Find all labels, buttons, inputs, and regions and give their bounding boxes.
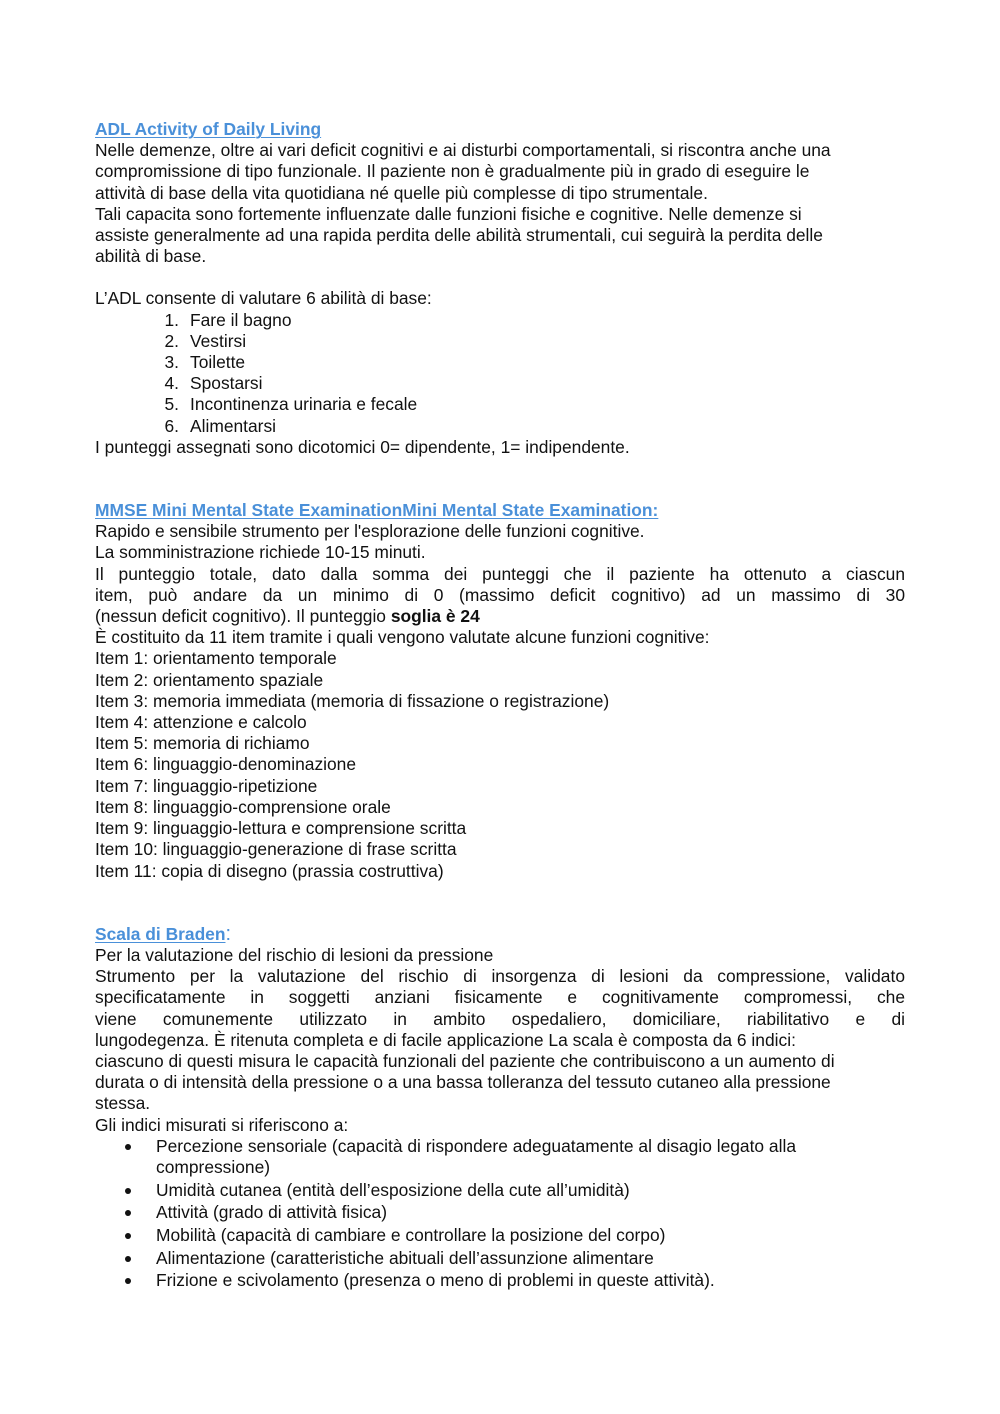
adl-section bbox=[95, 119, 905, 458]
mmse-text-line: Rapido e sensibile strumento per l'esplorazione delle funzioni cognitive. bbox=[95, 521, 645, 542]
list-item: Item 9: linguaggio-lettura e comprensione scritta bbox=[95, 818, 467, 839]
adl-paragraph-line: Tali capacita sono fortemente influenzate dalle funzioni fisiche e cognitive. Nelle demenze si bbox=[95, 203, 802, 224]
list-item: Item 8: linguaggio-comprensione orale bbox=[95, 796, 391, 817]
list-item: Item 2: orientamento spaziale bbox=[95, 669, 324, 690]
adl-paragraph-line: assiste generalmente ad una rapida perdita delle abilità strumentali, cui seguirà la perdita delle bbox=[95, 225, 823, 246]
bullet-icon bbox=[125, 1233, 131, 1239]
mmse-threshold-value: soglia è 24 bbox=[390, 606, 480, 627]
mmse-items-list bbox=[95, 648, 905, 881]
braden-list-intro: Gli indici misurati si riferiscono a: bbox=[95, 1114, 349, 1135]
braden-heading-colon: : bbox=[225, 922, 232, 945]
list-item: Umidità cutanea (entità dell’esposizione della cute all’umidità) bbox=[95, 1180, 905, 1201]
list-item: Frizione e scivolamento (presenza o meno di problemi in queste attività). bbox=[95, 1270, 905, 1291]
list-item: 3. Toilette bbox=[164, 352, 246, 373]
mmse-text-line: item, può andare da un minimo di 0 (massimo deficit cognitivo) ad un massimo di 30 bbox=[95, 584, 905, 605]
adl-paragraph-line: compromissione di tipo funzionale. Il paziente non è gradualmente più in grado di eseguire le bbox=[95, 161, 810, 182]
braden-text-line: stessa. bbox=[95, 1093, 151, 1114]
braden-heading: Scala di Braden bbox=[95, 923, 226, 944]
list-item: Attività (grado di attività fisica) bbox=[95, 1202, 905, 1223]
list-item: Item 10: linguaggio-generazione di frase scritta bbox=[95, 839, 457, 860]
adl-paragraph-line: abilità di base. bbox=[95, 246, 207, 267]
mmse-section bbox=[95, 500, 905, 882]
mmse-threshold-line: (nessun deficit cognitivo). Il punteggio soglia è 24 bbox=[95, 606, 480, 627]
adl-scoring-text: I punteggi assegnati sono dicotomici 0= dipendente, 1= indipendente. bbox=[95, 436, 630, 457]
mmse-text-line: La somministrazione richiede 10-15 minuti. bbox=[95, 542, 426, 563]
list-item: Mobilità (capacità di cambiare e controllare la posizione del corpo) bbox=[95, 1225, 905, 1246]
list-item: Alimentazione (caratteristiche abituali dell’assunzione alimentare bbox=[95, 1248, 905, 1269]
braden-section bbox=[95, 924, 905, 1292]
bullet-icon bbox=[125, 1188, 131, 1194]
mmse-text-line: Il punteggio totale, dato dalla somma dei punteggi che il paziente ha ottenuto a ciascun bbox=[95, 563, 905, 584]
list-item: Item 3: memoria immediata (memoria di fissazione o registrazione) bbox=[95, 690, 610, 711]
braden-subtitle: Per la valutazione del rischio di lesioni da pressione bbox=[95, 944, 494, 965]
braden-text-line: ciascuno di questi misura le capacità funzionali del paziente che contribuiscono a un aumento di bbox=[95, 1050, 835, 1071]
mmse-text-line: È costituito da 11 item tramite i quali vengono valutate alcune funzioni cognitive: bbox=[95, 627, 710, 648]
bullet-icon bbox=[125, 1210, 131, 1216]
bullet-icon bbox=[125, 1144, 131, 1150]
mmse-heading: MMSE Mini Mental State ExaminationMini Mental State Examination: bbox=[95, 500, 659, 521]
document-page bbox=[95, 119, 905, 1293]
list-item: Item 11: copia di disegno (prassia costruttiva) bbox=[95, 860, 444, 881]
list-item: Item 4: attenzione e calcolo bbox=[95, 712, 307, 733]
bullet-icon bbox=[125, 1278, 131, 1284]
list-item: 2. Vestirsi bbox=[164, 330, 247, 351]
list-item: Item 1: orientamento temporale bbox=[95, 648, 337, 669]
list-item: 6. Alimentarsi bbox=[164, 415, 277, 436]
list-item: Item 7: linguaggio-ripetizione bbox=[95, 775, 318, 796]
list-item: 5. Incontinenza urinaria e fecale bbox=[164, 394, 418, 415]
adl-abilities-list bbox=[95, 310, 905, 437]
list-item: Item 5: memoria di richiamo bbox=[95, 733, 310, 754]
adl-heading: ADL Activity of Daily Living bbox=[95, 119, 322, 139]
adl-list-intro: L’ADL consente di valutare 6 abilità di base: bbox=[95, 288, 432, 309]
list-item: Item 6: linguaggio-denominazione bbox=[95, 754, 357, 775]
braden-text-line: durata o di intensità della pressione o a una bassa tolleranza del tessuto cutaneo alla pressione bbox=[95, 1072, 831, 1093]
braden-indices-list bbox=[95, 1136, 905, 1292]
list-item: Percezione sensoriale (capacità di rispondere adeguatamente al disagio legato alla compressione) bbox=[95, 1136, 905, 1178]
list-item: 1. Fare il bagno bbox=[164, 309, 292, 330]
braden-text-line: lungodegenza. È ritenuta completa e di facile applicazione La scala è composta da 6 indici: bbox=[95, 1029, 796, 1050]
bullet-icon bbox=[125, 1256, 131, 1262]
braden-text-line: viene comunemente utilizzato in ambito ospedaliero, domiciliare, riabilitativo e di bbox=[95, 1008, 905, 1029]
adl-paragraph-line: attività di base della vita quotidiana né quelle più complesse di tipo strumentale. bbox=[95, 182, 708, 203]
braden-text-line: specificatamente in soggetti anziani fisicamente e cognitivamente compromessi, che bbox=[95, 987, 905, 1008]
braden-text-line: Strumento per la valutazione del rischio di insorgenza di lesioni da compressione, validato bbox=[95, 966, 905, 987]
list-item: 4. Spostarsi bbox=[164, 373, 263, 394]
adl-paragraph-line: Nelle demenze, oltre ai vari deficit cognitivi e ai disturbi comportamentali, si riscontra anche una bbox=[95, 140, 831, 161]
